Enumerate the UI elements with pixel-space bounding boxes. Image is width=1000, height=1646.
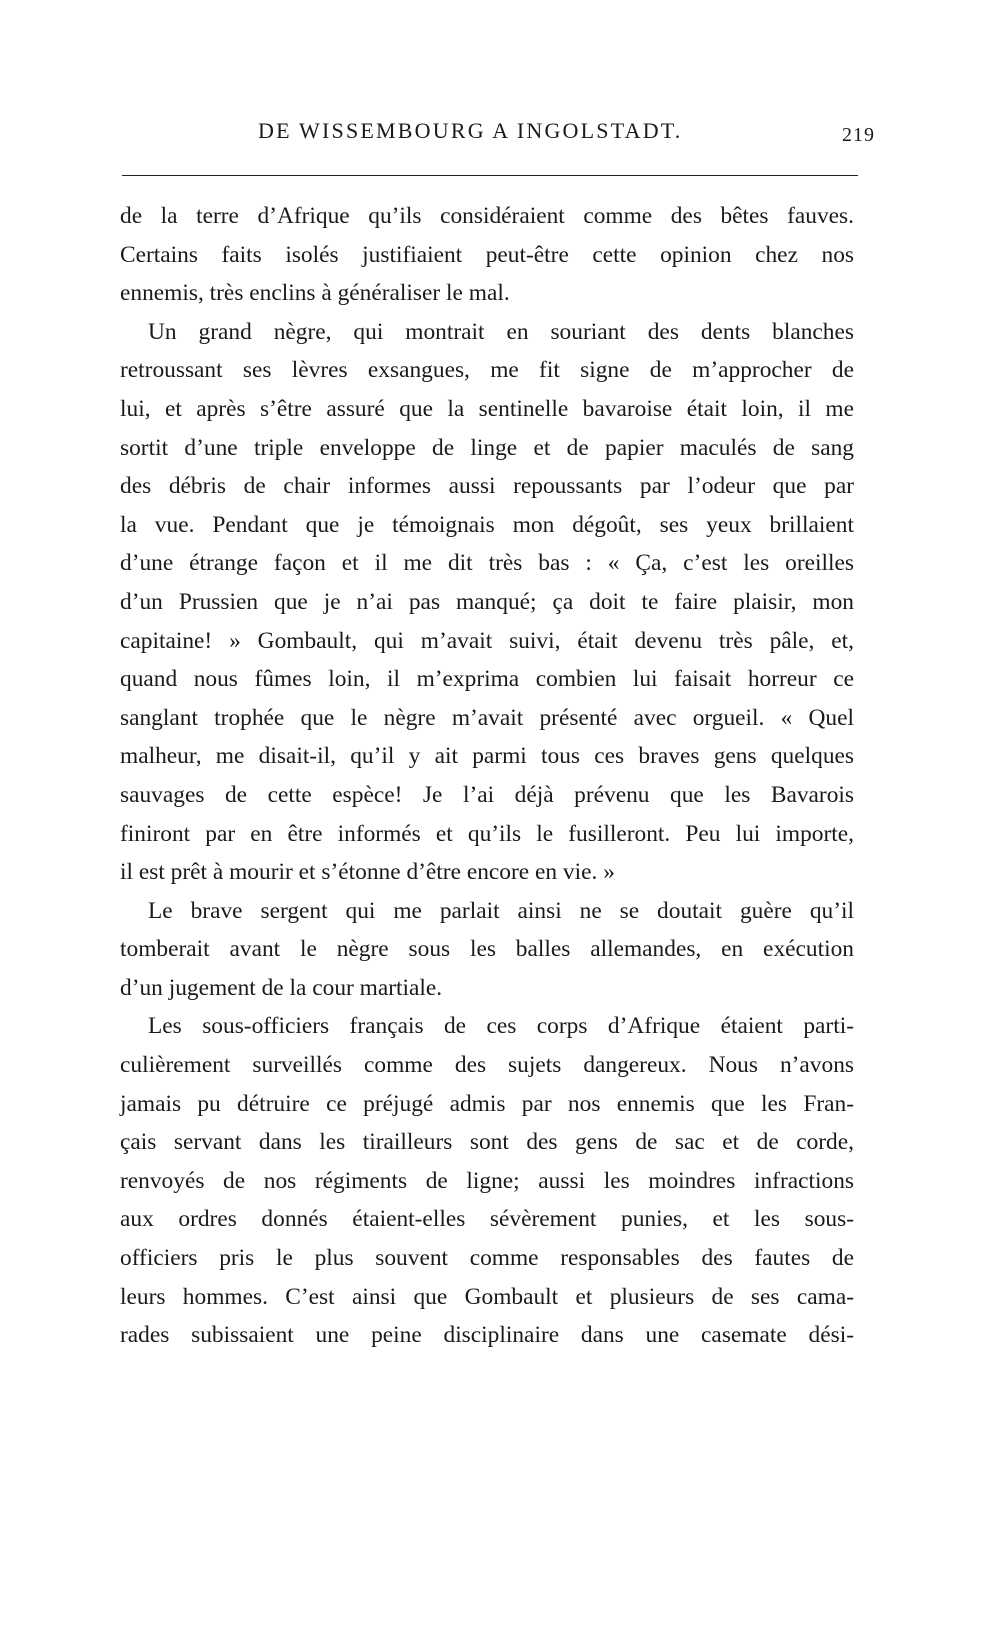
text-line: capitaine! » Gombault, qui m’avait suivi, était devenu très pâle, et, <box>120 627 854 654</box>
text-line: d’un Prussien que je n’ai pas manqué; ça doit te faire plaisir, mon <box>120 588 854 615</box>
text-line: malheur, me disait-il, qu’il y ait parmi tous ces braves gens quelques <box>120 743 854 770</box>
text-line: finiront par en être informés et qu’ils le fusilleront. Peu lui importe, <box>120 820 854 847</box>
text-line: officiers pris le plus souvent comme responsables des fautes de <box>120 1245 854 1272</box>
text-line: culièrement surveillés comme des sujets dangereux. Nous n’avons <box>120 1052 854 1079</box>
text-line: leurs hommes. C’est ainsi que Gombault et plusieurs de ses cama- <box>120 1283 854 1310</box>
text-line: sauvages de cette espèce! Je l’ai déjà prévenu que les Bavarois <box>120 781 854 808</box>
text-line: ennemis, très enclins à généraliser le mal. <box>120 280 510 307</box>
text-line: d’un jugement de la cour martiale. <box>120 974 443 1001</box>
text-line: d’une étrange façon et il me dit très bas : « Ça, c’est les oreilles <box>120 550 854 577</box>
running-head: DE WISSEMBOURG A INGOLSTADT. <box>258 118 683 143</box>
text-line: Les sous-officiers français de ces corps d’Afrique étaient parti- <box>148 1013 854 1040</box>
text-line: renvoyés de nos régiments de ligne; aussi les moindres infractions <box>120 1167 854 1194</box>
text-line: jamais pu détruire ce préjugé admis par nos ennemis que les Fran- <box>120 1090 854 1117</box>
text-line: sanglant trophée que le nègre m’avait présenté avec orgueil. « Quel <box>120 704 854 731</box>
text-line: il est prêt à mourir et s’étonne d’être encore en vie. » <box>120 859 615 886</box>
text-line: la vue. Pendant que je témoignais mon dégoût, ses yeux brillaient <box>120 511 854 538</box>
text-line: aux ordres donnés étaient-elles sévèrement punies, et les sous- <box>120 1206 854 1233</box>
text-line: lui, et après s’être assuré que la sentinelle bavaroise était loin, il me <box>120 395 854 422</box>
text-line: sortit d’une triple enveloppe de linge et de papier maculés de sang <box>120 434 854 461</box>
text-line: rades subissaient une peine disciplinaire dans une casemate dési- <box>120 1322 854 1349</box>
text-line: Certains faits isolés justifiaient peut-être cette opinion chez nos <box>120 241 854 268</box>
text-line: çais servant dans les tirailleurs sont des gens de sac et de corde, <box>120 1129 854 1156</box>
text-line: Le brave sergent qui me parlait ainsi ne se doutait guère qu’il <box>148 897 854 924</box>
header-rule <box>122 175 858 176</box>
page-number: 219 <box>842 124 875 146</box>
text-line: quand nous fûmes loin, il m’exprima combien lui faisait horreur ce <box>120 666 854 693</box>
text-line: de la terre d’Afrique qu’ils considéraient comme des bêtes fauves. <box>120 203 854 229</box>
text-line: retroussant ses lèvres exsangues, me fit signe de m’approcher de <box>120 357 854 384</box>
text-line: tomberait avant le nègre sous les balles allemandes, en exécution <box>120 936 854 963</box>
text-line: Un grand nègre, qui montrait en souriant des dents blanches <box>148 318 854 345</box>
text-line: des débris de chair informes aussi repoussants par l’odeur que par <box>120 473 854 500</box>
body-text <box>120 197 854 1355</box>
